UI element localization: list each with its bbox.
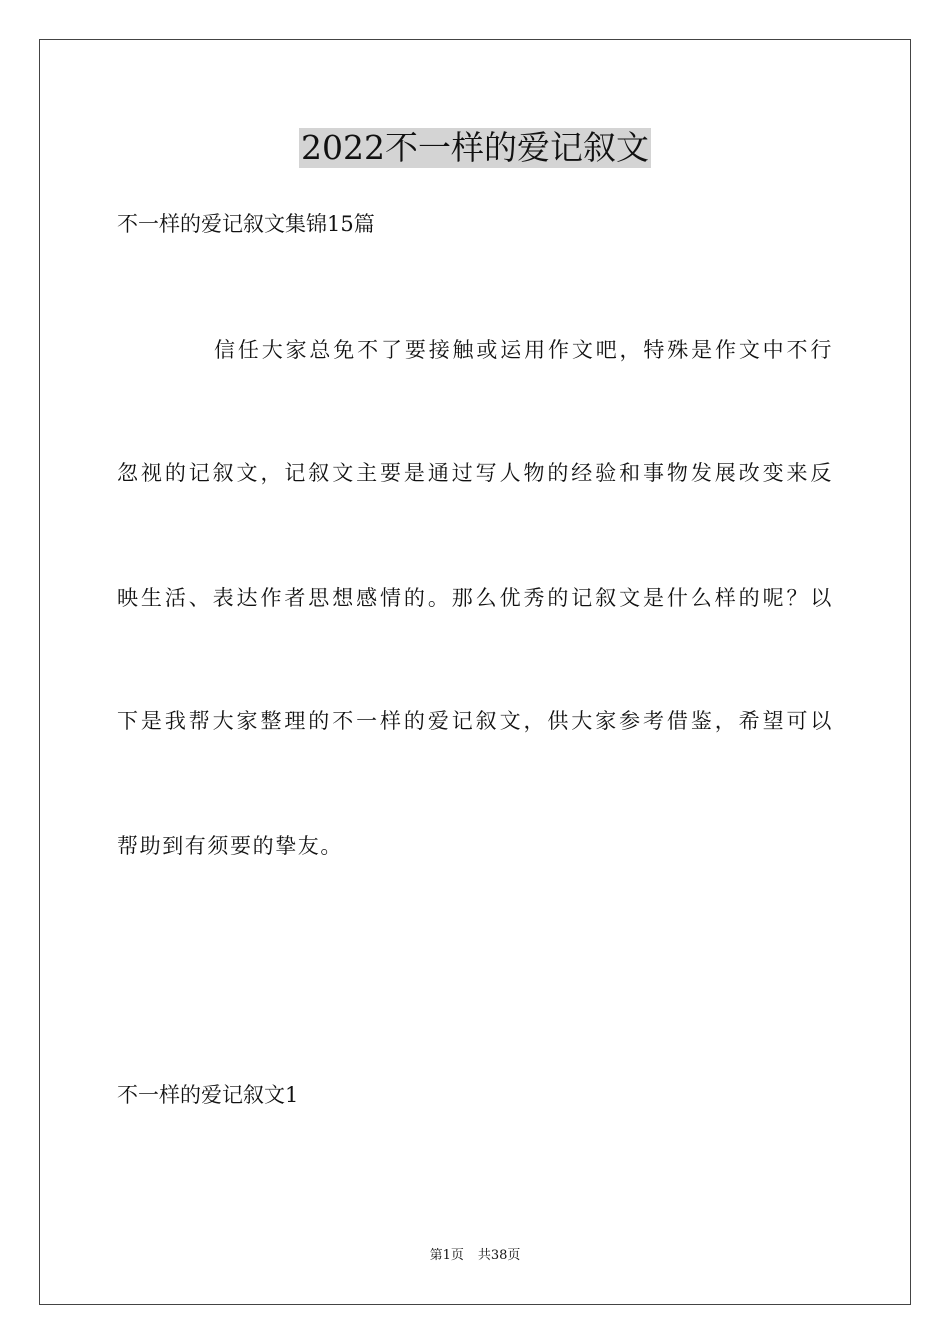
paragraph-line: 下是我帮大家整理的不一样的爱记叙文，供大家参考借鉴，希望可以 [117,709,833,733]
section-heading: 不一样的爱记叙文1 [117,1083,299,1107]
paragraph-line: 忽视的记叙文，记叙文主要是通过写人物的经验和事物发展改变来反 [117,461,833,485]
paragraph-line: 映生活、表达作者思想感情的。那么优秀的记叙文是什么样的呢？以 [117,586,833,610]
page-footer [0,1247,950,1265]
page-total: 共38页 [477,1248,521,1263]
document-subtitle: 不一样的爱记叙文集锦15篇 [117,212,375,236]
title-wrap [0,128,950,168]
page-number: 第1页 [429,1248,464,1263]
document-title: 2022不一样的爱记叙文 [301,128,649,167]
paragraph-line: 帮助到有须要的挚友。 [117,834,343,858]
paragraph-line: 信任大家总免不了要接触或运用作文吧，特殊是作文中不行 [214,338,833,362]
